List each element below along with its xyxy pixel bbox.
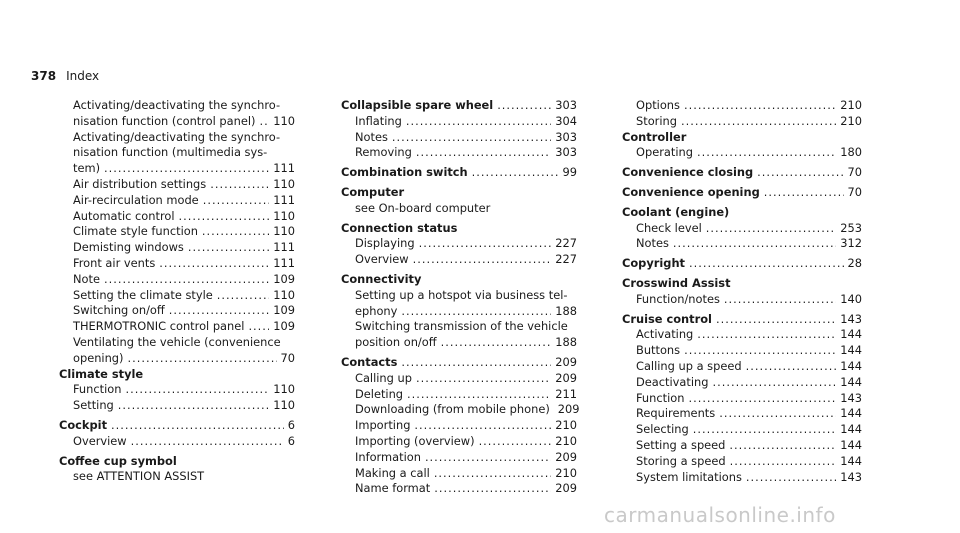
page-ref-link[interactable]: 70 [280, 350, 295, 365]
leader-dots [719, 406, 836, 422]
index-heading [622, 165, 862, 181]
page-ref-link[interactable]: 211 [555, 386, 577, 401]
leader-dots [693, 422, 836, 438]
index-subentry [622, 470, 862, 486]
index-entry [622, 165, 862, 181]
index-subentry [341, 387, 577, 403]
leader-dots [401, 304, 551, 320]
page-ref-link[interactable]: 209 [557, 402, 580, 417]
page-ref-link[interactable]: 144 [840, 374, 862, 389]
page-ref-link[interactable]: 303 [555, 145, 577, 160]
page-ref-link[interactable]: 110 [273, 113, 295, 128]
index-term: Switching on/off [73, 303, 165, 318]
page-ref-link[interactable]: 209 [555, 354, 577, 369]
leader-dots [416, 371, 551, 387]
leader-dots [259, 114, 269, 130]
page-ref-link[interactable]: 227 [555, 236, 577, 251]
index-subentry [341, 481, 577, 497]
page-ref-link[interactable]: 210 [555, 465, 577, 480]
index-subentry [59, 272, 295, 288]
index-term: Removing [355, 145, 412, 160]
leader-dots [425, 450, 551, 466]
index-term: Climate style function [73, 224, 198, 239]
leader-dots [210, 177, 269, 193]
leader-dots [169, 303, 270, 319]
index-term: Automatic control [73, 208, 175, 223]
index-term: Coolant (engine) [622, 204, 730, 219]
leader-dots [179, 209, 270, 225]
index-subentry [341, 145, 577, 161]
index-term: System limitations [636, 469, 742, 484]
page-ref-link[interactable]: 143 [840, 311, 862, 326]
index-entry [341, 98, 577, 161]
index-term: Selecting [636, 422, 689, 437]
page-ref-link[interactable]: 227 [555, 252, 577, 267]
index-term: Operating [636, 145, 693, 160]
index-term: Importing [355, 418, 411, 433]
index-subentry [341, 418, 577, 434]
index-heading [341, 272, 577, 288]
index-term: Demisting windows [73, 240, 184, 255]
index-subentry [622, 145, 862, 161]
index-term: Collapsible spare wheel [341, 98, 494, 112]
index-column-2 [341, 98, 580, 501]
index-entry [622, 205, 862, 252]
leader-dots [730, 454, 837, 470]
index-heading [59, 454, 295, 470]
index-subentry [622, 292, 862, 308]
index-term-line: nisation function (multimedia sys- [73, 145, 268, 160]
index-term: Function [636, 390, 685, 405]
index-heading [59, 418, 295, 434]
index-heading [341, 98, 577, 114]
index-term: Importing (overview) [355, 433, 475, 448]
page-ref-link[interactable]: 253 [840, 220, 862, 235]
page-ref-link[interactable]: 144 [840, 453, 862, 468]
leader-dots [681, 114, 836, 130]
page-ref-link[interactable]: 144 [840, 406, 862, 421]
leader-dots [697, 145, 836, 161]
index-subentry [59, 351, 295, 367]
leader-dots [434, 466, 551, 482]
page-ref-link[interactable]: 143 [840, 390, 862, 405]
index-subentry [341, 434, 577, 450]
leader-dots [706, 221, 837, 237]
index-term: Climate style [59, 366, 144, 381]
leader-dots [111, 418, 284, 434]
page-number: 378 [31, 69, 57, 83]
index-subentry [59, 224, 295, 240]
index-subentry [341, 335, 577, 351]
index-term: Connection status [341, 220, 458, 235]
index-subentry [622, 221, 862, 237]
index-term: Notes [636, 236, 669, 251]
index-term: Setting [73, 398, 114, 413]
leader-dots [414, 418, 551, 434]
index-term: Deactivating [636, 374, 709, 389]
index-subentry [341, 450, 577, 466]
index-term: Function/notes [636, 291, 720, 306]
index-entry [622, 312, 862, 486]
index-heading [341, 165, 577, 181]
index-entry [622, 276, 862, 308]
index-heading [622, 185, 862, 201]
index-term: Overview [73, 433, 127, 448]
leader-dots [413, 252, 552, 268]
page-ref-link[interactable]: 6 [287, 433, 295, 448]
leader-dots [104, 161, 269, 177]
page-ref-link[interactable]: 209 [555, 481, 577, 496]
page-ref-link[interactable]: 111 [273, 240, 295, 255]
index-term: Check level [636, 220, 702, 235]
index-entry [341, 221, 577, 268]
index-subentry [59, 193, 295, 209]
index-subentry [341, 371, 577, 387]
leader-dots [202, 224, 269, 240]
leader-dots [125, 382, 269, 398]
index-column-1 [59, 98, 295, 489]
page-ref-link[interactable]: 144 [840, 343, 862, 358]
index-term-line: Activating/deactivating the synchro- [73, 129, 281, 144]
index-heading [622, 256, 862, 272]
index-term: Cockpit [59, 417, 108, 432]
index-subentry [622, 98, 862, 114]
index-subentry [341, 114, 577, 130]
leader-dots [401, 355, 551, 371]
index-subentry [341, 252, 577, 268]
leader-dots [188, 240, 269, 256]
page-ref-link[interactable]: 70 [847, 165, 862, 180]
index-term: Activating [636, 327, 694, 342]
index-subentry [59, 303, 295, 319]
index-term: opening) [73, 350, 124, 365]
index-subentry [622, 359, 862, 375]
leader-dots [712, 375, 836, 391]
index-term: Calling up [355, 370, 412, 385]
page-ref-link[interactable]: 210 [555, 433, 577, 448]
leader-dots [406, 114, 551, 130]
page-ref-link[interactable]: 209 [555, 370, 577, 385]
index-term: Overview [355, 252, 409, 267]
index-term: ephony [355, 303, 398, 318]
index-subentry [59, 382, 295, 398]
page-ref-link[interactable]: 109 [273, 271, 295, 286]
index-term: Connectivity [341, 271, 422, 286]
index-term: Copyright [622, 256, 685, 271]
leader-dots [128, 351, 277, 367]
page-ref-link[interactable]: 209 [555, 449, 577, 464]
index-entry [341, 165, 577, 181]
index-term: Setting the climate style [73, 287, 213, 302]
leader-dots [248, 319, 269, 335]
index-subentry [59, 398, 295, 414]
index-term: Combination switch [341, 165, 468, 180]
leader-dots [407, 387, 551, 403]
leader-dots [472, 165, 559, 181]
page-ref-link[interactable]: 110 [273, 287, 295, 302]
index-column-3 [622, 98, 862, 489]
index-subentry [59, 434, 295, 450]
page-ref-link[interactable]: 109 [273, 319, 295, 334]
see-reference: see On-board computer [355, 200, 491, 215]
leader-dots [416, 145, 551, 161]
index-heading [59, 367, 295, 383]
index-term: Setting a speed [636, 437, 726, 452]
leader-dots [203, 193, 270, 209]
index-subentry [622, 114, 862, 130]
page-ref-link[interactable]: 304 [555, 113, 577, 128]
index-term: Note [73, 271, 100, 286]
index-term: Air distribution settings [73, 176, 207, 191]
page-ref-link[interactable]: 110 [273, 398, 295, 413]
index-term: Controller [622, 129, 687, 144]
leader-dots [688, 391, 836, 407]
page-ref-link[interactable]: 188 [555, 335, 577, 350]
page-ref-link[interactable]: 110 [273, 382, 295, 397]
index-term-line: Switching transmission of the vehicle [355, 319, 568, 334]
index-heading [622, 205, 862, 221]
index-heading [341, 221, 577, 237]
index-subentry [622, 343, 862, 359]
index-entry [622, 185, 862, 201]
leader-dots [434, 481, 551, 497]
index-term: Cruise control [622, 311, 712, 326]
index-heading [622, 130, 862, 146]
index-term: position on/off [355, 335, 437, 350]
index-term: Deleting [355, 386, 404, 401]
page-ref-link[interactable]: 6 [287, 417, 295, 432]
page-ref-link[interactable]: 144 [840, 327, 862, 342]
index-subentry [622, 406, 862, 422]
index-term: Buttons [636, 343, 681, 358]
index-term: Storing a speed [636, 453, 726, 468]
leader-dots [104, 272, 269, 288]
leader-dots [764, 185, 844, 201]
index-term: Displaying [355, 236, 415, 251]
page-ref-link[interactable]: 111 [273, 161, 295, 176]
index-subentry [622, 391, 862, 407]
index-entry [622, 256, 862, 272]
leader-dots [684, 343, 836, 359]
leader-dots [497, 98, 551, 114]
index-term: Storing [636, 113, 677, 128]
index-term: Computer [341, 184, 405, 199]
leader-dots [673, 236, 836, 252]
index-heading [622, 276, 862, 292]
index-term: Coffee cup symbol [59, 453, 177, 468]
page-ref-link[interactable]: 180 [840, 145, 862, 160]
leader-dots [479, 434, 552, 450]
leader-dots [441, 335, 552, 351]
index-term: nisation function (control panel) [73, 113, 256, 128]
index-subentry [59, 114, 295, 130]
index-term: Inflating [355, 113, 402, 128]
page-ref-link[interactable]: 110 [273, 208, 295, 223]
index-term: Contacts [341, 354, 398, 369]
leader-dots [729, 438, 836, 454]
leader-dots [392, 130, 551, 146]
index-term: Information [355, 449, 421, 464]
leader-dots [217, 288, 269, 304]
index-subentry [59, 288, 295, 304]
page-ref-link[interactable]: 144 [840, 358, 862, 373]
index-heading [341, 185, 577, 201]
index-term: Air-recirculation mode [73, 192, 199, 207]
page-ref-link[interactable]: 111 [273, 255, 295, 270]
index-term: Convenience closing [622, 165, 754, 180]
leader-dots [697, 327, 836, 343]
leader-dots [757, 165, 843, 181]
index-subentry [622, 236, 862, 252]
page-ref-link[interactable]: 28 [847, 256, 862, 271]
index-entry [59, 367, 295, 414]
index-term: Making a call [355, 465, 430, 480]
leader-dots [118, 398, 269, 414]
index-term-line: Activating/deactivating the synchro- [73, 98, 281, 112]
index-term: Notes [355, 129, 388, 144]
page-ref-link[interactable]: 110 [273, 176, 295, 191]
index-subentry [622, 438, 862, 454]
index-subentry [341, 130, 577, 146]
index-heading [341, 355, 577, 371]
index-entry [341, 272, 577, 351]
index-entry [622, 130, 862, 162]
index-term: Front air vents [73, 255, 156, 270]
page-ref-link[interactable]: 111 [273, 192, 295, 207]
index-entry [341, 354, 580, 497]
index-term: THERMOTRONIC control panel [73, 319, 245, 334]
index-entry [59, 454, 295, 486]
index-subentry [59, 161, 295, 177]
index-term: Convenience opening [622, 184, 760, 199]
index-term-line: Setting up a hotspot via business tel- [355, 287, 568, 302]
page-ref-link[interactable]: 109 [273, 303, 295, 318]
index-subentry [341, 236, 577, 252]
page-ref-link[interactable]: 144 [840, 437, 862, 452]
page-ref-link[interactable]: 210 [840, 98, 862, 112]
page-ref-link[interactable]: 70 [847, 184, 862, 199]
index-term: Function [73, 382, 122, 397]
leader-dots [419, 236, 552, 252]
page-ref-link[interactable]: 140 [840, 291, 862, 306]
page-header [31, 69, 99, 83]
index-subentry [341, 304, 577, 320]
page-ref-link[interactable]: 303 [555, 98, 577, 112]
page-ref-link[interactable]: 210 [840, 113, 862, 128]
page-ref-link[interactable]: 110 [273, 224, 295, 239]
leader-dots [689, 256, 844, 272]
index-term: Requirements [636, 406, 716, 421]
leader-dots [684, 98, 836, 114]
page-ref-link[interactable]: 303 [555, 129, 577, 144]
page-ref-link[interactable]: 99 [562, 165, 577, 180]
index-subentry [59, 209, 295, 225]
index-term: Calling up a speed [636, 358, 742, 373]
leader-dots [746, 470, 836, 486]
index-term: Options [636, 98, 680, 112]
index-subentry [59, 319, 295, 335]
index-term: tem) [73, 161, 101, 176]
page-ref-link[interactable]: 312 [840, 236, 862, 251]
index-subentry [622, 454, 862, 470]
watermark: carmanualsonline.info [604, 503, 836, 527]
index-subentry [341, 466, 577, 482]
leader-dots [716, 312, 836, 328]
index-term: Name format [355, 481, 431, 496]
page-ref-link[interactable]: 188 [555, 303, 577, 318]
index-heading [622, 312, 862, 328]
index-subentry [59, 256, 295, 272]
index-subentry [59, 240, 295, 256]
index-subentry [59, 177, 295, 193]
page-title: Index [66, 69, 100, 83]
page-ref-link[interactable]: 144 [840, 422, 862, 437]
index-term: Downloading (from mobile phone) [355, 402, 550, 417]
page-ref-link[interactable]: 210 [555, 418, 577, 433]
index-term: Crosswind Assist [622, 275, 731, 290]
index-entry [59, 418, 295, 450]
index-entry [341, 185, 577, 217]
index-subentry [622, 422, 862, 438]
leader-dots [131, 434, 284, 450]
leader-dots [159, 256, 269, 272]
see-reference: see ATTENTION ASSIST [73, 469, 205, 484]
index-subentry [622, 327, 862, 343]
index-term-line: Ventilating the vehicle (convenience [73, 334, 281, 349]
leader-dots [724, 292, 836, 308]
index-subentry [622, 375, 862, 391]
page-ref-link[interactable]: 143 [840, 469, 862, 484]
leader-dots [746, 359, 837, 375]
index-subentry [341, 402, 580, 418]
